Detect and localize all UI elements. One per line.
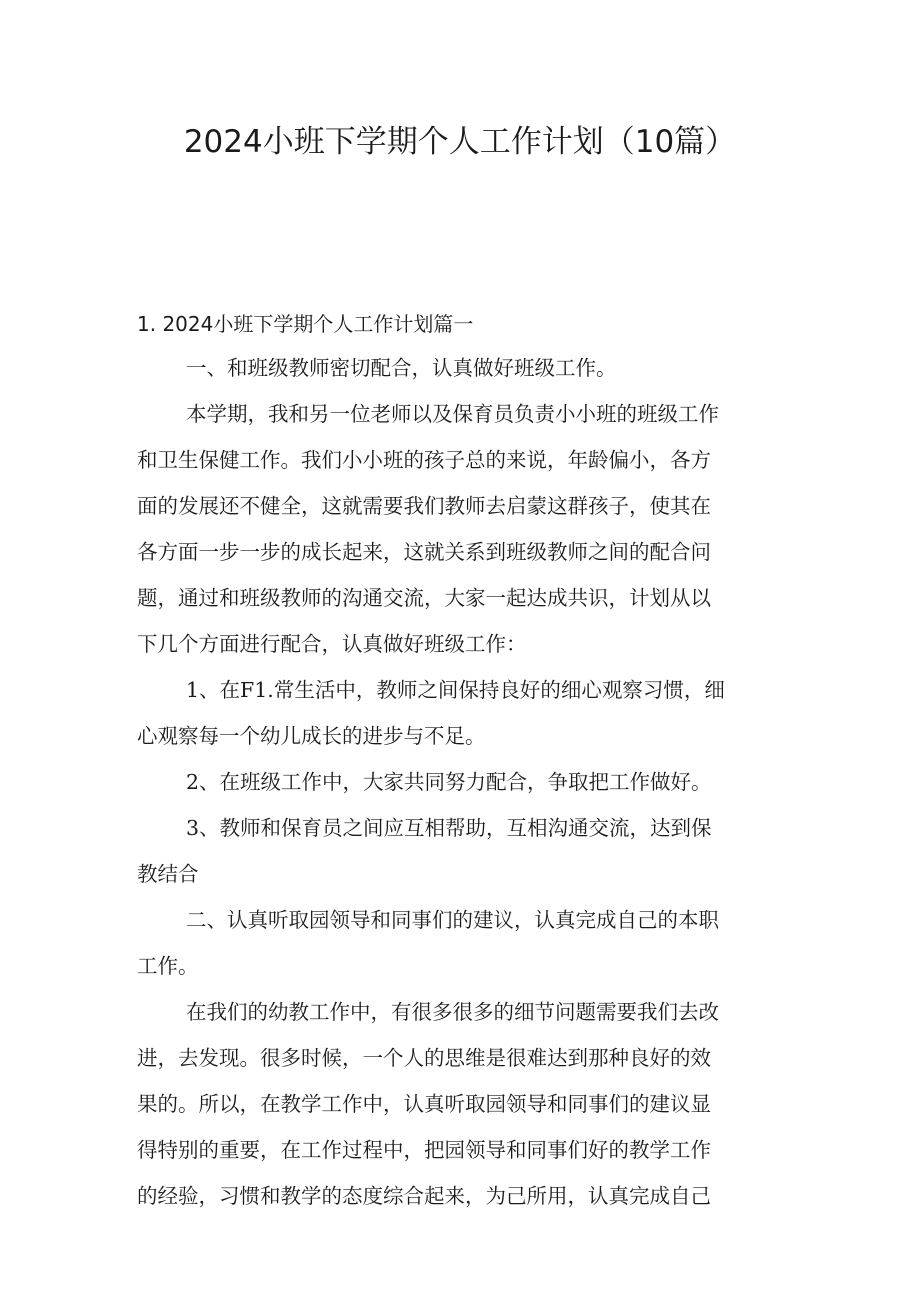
text-line: 一、和班级教师密切配合，认真做好班级工作。 bbox=[186, 356, 617, 380]
text-line: 进，去发现。很多时候，一个人的思维是很难达到那种良好的效 bbox=[137, 1046, 711, 1070]
text-line: 题，通过和班级教师的沟通交流，大家一起达成共识，计划从以 bbox=[137, 586, 711, 610]
text-line: 和卫生保健工作。我们小小班的孩子总的来说，年龄偏小，各方 bbox=[137, 448, 711, 472]
paragraph bbox=[137, 897, 785, 989]
text-line: 教结合 bbox=[137, 862, 199, 886]
text-line: 二、认真听取园领导和同事们的建议，认真完成自己的本职 bbox=[186, 908, 719, 932]
text-line: 的经验，习惯和教学的态度综合起来，为己所用，认真完成自己 bbox=[137, 1184, 711, 1208]
text-line: 下几个方面进行配合，认真做好班级工作： bbox=[137, 632, 527, 656]
text-line: 本学期，我和另一位老师以及保育员负责小小班的班级工作 bbox=[186, 402, 719, 426]
paragraph bbox=[137, 805, 785, 897]
paragraph bbox=[137, 345, 785, 391]
text-line: 面的发展还不健全，这就需要我们教师去启蒙这群孩子，使其在 bbox=[137, 494, 711, 518]
text-line: 工作。 bbox=[137, 954, 199, 978]
document-body bbox=[137, 345, 785, 1219]
text-line: 1、在F1.常生活中，教师之间保持良好的细心观察习惯，细 bbox=[186, 678, 725, 702]
document-title: 2024小班下学期个人工作计划（10篇） bbox=[183, 124, 737, 160]
paragraph bbox=[137, 989, 785, 1219]
text-line: 3、教师和保育员之间应互相帮助，互相沟通交流，达到保 bbox=[186, 816, 712, 840]
paragraph bbox=[137, 391, 785, 667]
text-line: 果的。所以，在教学工作中，认真听取园领导和同事们的建议显 bbox=[137, 1092, 711, 1116]
paragraph bbox=[137, 759, 785, 805]
text-line: 得特别的重要，在工作过程中，把园领导和同事们好的教学工作 bbox=[137, 1138, 711, 1162]
section-heading: 1. 2024小班下学期个人工作计划篇一 bbox=[137, 312, 474, 336]
text-line: 心观察每一个幼儿成长的进步与不足。 bbox=[137, 724, 486, 748]
text-line: 在我们的幼教工作中，有很多很多的细节问题需要我们去改 bbox=[186, 1000, 719, 1024]
text-line: 各方面一步一步的成长起来，这就关系到班级教师之间的配合问 bbox=[137, 540, 711, 564]
text-line: 2、在班级工作中，大家共同努力配合，争取把工作做好。 bbox=[186, 770, 712, 794]
paragraph bbox=[137, 667, 785, 759]
